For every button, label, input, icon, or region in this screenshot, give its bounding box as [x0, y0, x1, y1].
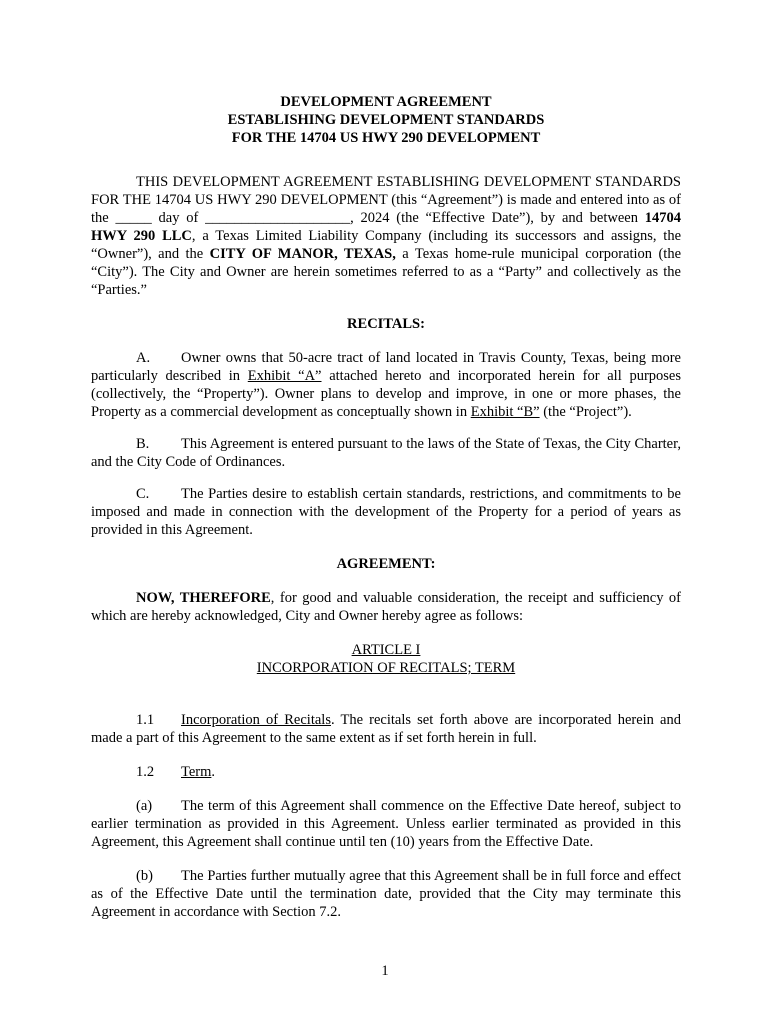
subsection-b	[91, 867, 681, 921]
document-body	[91, 93, 681, 921]
section-1-2-title: Term	[181, 764, 212, 780]
article-1-number: ARTICLE I	[351, 642, 421, 658]
recital-a	[91, 349, 681, 421]
section-1-1	[91, 711, 681, 747]
agreement-paragraph	[91, 589, 681, 625]
subsection-a-text: The term of this Agreement shall commence on the Effective Date hereof, subject to earlier termination as provided in this Agreement. Unless earlier terminated as provided in this Agreement, this Agreement shall continue until ten (10) years from the Effective Date.	[91, 798, 681, 850]
subsection-b-text: The Parties further mutually agree that this Agreement shall be in full force and effect as of the Effective Date until the termination date, provided that the City may terminate this Agreement in accordance with Section 7.2.	[91, 868, 681, 920]
intro-text-1: THIS DEVELOPMENT AGREEMENT ESTABLISHING DEVELOPMENT STANDARDS FOR THE 14704 US HWY 290 DEVELOPMENT (this “Agreement”) is made and entered into as of the _____ day of ____________________, 2024 (the “Effective Date”), by and between	[91, 174, 681, 226]
intro-text-3: a Texas home-rule municipal corporation (the “City”). The City and Owner are herein sometimes referred to as a “Party” and collectively as the “Parties.”	[91, 246, 681, 298]
recital-b-text: This Agreement is entered pursuant to the laws of the State of Texas, the City Charter, and the City Code of Ordinances.	[91, 436, 681, 470]
recital-c-text: The Parties desire to establish certain standards, restrictions, and commitments to be imposed and made in connection with the development of the Property for a period of years as provided in this Agreement.	[91, 486, 681, 538]
recital-a-text-2: attached hereto and incorporated herein for all purposes (collectively, the “Property”). Owner plans to develop and improve, in one or more phases, the Property as a commercial development as conceptually shown in	[91, 368, 681, 420]
owner-name: 14704 HWY 290 LLC	[91, 210, 681, 244]
city-name: CITY OF MANOR, TEXAS,	[209, 246, 396, 262]
section-1-2	[91, 763, 681, 781]
subsection-a-label: (a)	[136, 798, 153, 814]
recital-c	[91, 485, 681, 539]
recital-c-label: C.	[136, 486, 150, 502]
section-1-1-number: 1.1	[136, 712, 155, 728]
recitals-heading: RECITALS:	[347, 316, 425, 332]
recital-b-label: B.	[136, 436, 150, 452]
agreement-text: , for good and valuable consideration, the receipt and sufficiency of which are hereby acknowledged, City and Owner hereby agree as follows:	[91, 590, 681, 624]
subsection-a	[91, 797, 681, 851]
intro-text-2: , a Texas Limited Liability Company (including its successors and assigns, the “Owner”), and the	[91, 228, 682, 262]
document-title	[91, 93, 681, 147]
recital-a-label: A.	[136, 350, 151, 366]
page-number: 1	[381, 963, 389, 979]
section-1-1-text: . The recitals set forth above are incorporated herein and made a part of this Agreement to the same extent as if set forth herein in full.	[91, 712, 681, 746]
title-line-2: ESTABLISHING DEVELOPMENT STANDARDS	[227, 112, 545, 128]
recital-a-text-3: (the “Project”).	[539, 404, 632, 420]
subsection-b-label: (b)	[136, 868, 153, 884]
exhibit-a-reference: Exhibit “A”	[247, 368, 322, 384]
section-1-2-number: 1.2	[136, 764, 155, 780]
intro-paragraph	[91, 173, 681, 299]
recital-b	[91, 435, 681, 471]
exhibit-b-reference: Exhibit “B”	[470, 404, 540, 420]
section-1-2-text: .	[211, 764, 216, 780]
title-line-3: FOR THE 14704 US HWY 290 DEVELOPMENT	[231, 130, 541, 146]
agreement-lead: NOW, THEREFORE	[136, 590, 271, 606]
agreement-heading: AGREEMENT:	[336, 556, 436, 572]
recital-a-text-1: Owner owns that 50-acre tract of land located in Travis County, Texas, being more particularly described in	[91, 350, 681, 384]
article-1-title: INCORPORATION OF RECITALS; TERM	[256, 660, 516, 676]
article-1-heading	[91, 641, 681, 677]
section-1-1-title: Incorporation of Recitals	[181, 712, 331, 728]
title-line-1: DEVELOPMENT AGREEMENT	[280, 94, 492, 110]
